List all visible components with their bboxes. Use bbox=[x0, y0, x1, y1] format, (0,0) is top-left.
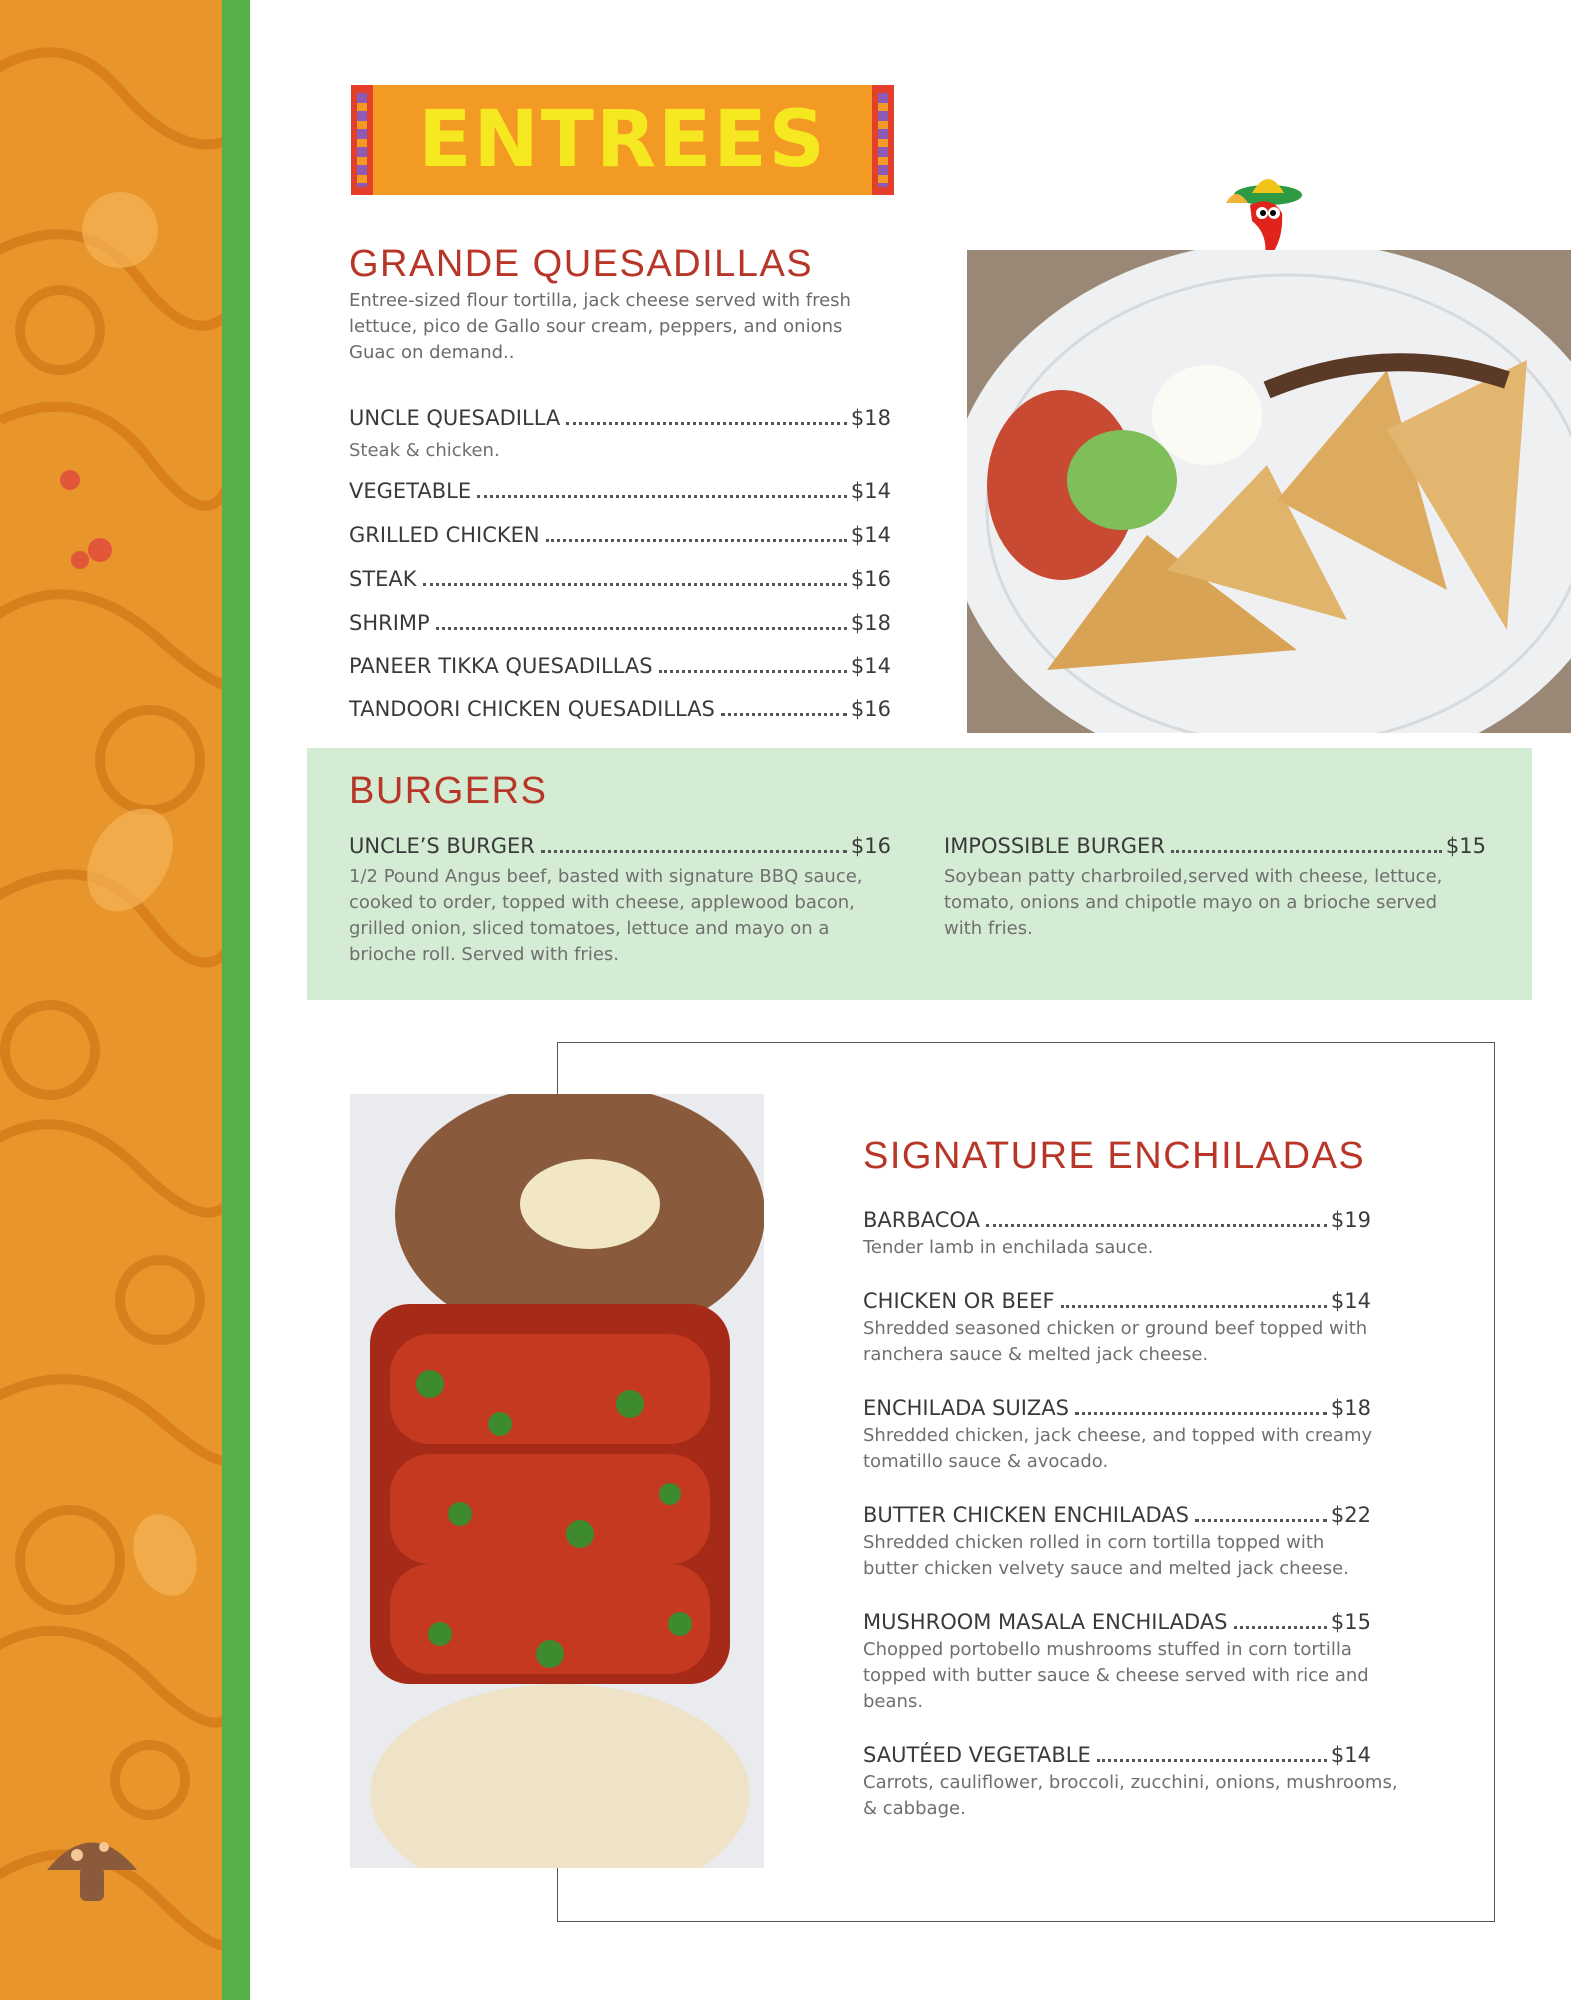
leader-dots bbox=[1061, 1305, 1327, 1308]
decorative-sidebar bbox=[0, 0, 222, 2000]
menu-item-name: TANDOORI CHICKEN QUESADILLAS bbox=[349, 697, 715, 721]
quesadillas-desc-line: lettuce, pico de Gallo sour cream, peppers, and onions bbox=[349, 316, 843, 337]
menu-item-name: CHICKEN OR BEEF bbox=[863, 1289, 1055, 1313]
menu-item-price: $14 bbox=[850, 523, 891, 547]
quesadillas-title: GRANDE QUESADILLAS bbox=[349, 243, 814, 285]
desc-line: tomato, onions and chipotle mayo on a brioche served bbox=[944, 892, 1438, 913]
menu-item-price: $18 bbox=[1330, 1396, 1371, 1420]
menu-item-name: BARBACOA bbox=[863, 1208, 980, 1232]
burgers-title: BURGERS bbox=[349, 770, 548, 812]
menu-item bbox=[944, 834, 1486, 858]
menu-item-name: UNCLE’S BURGER bbox=[349, 834, 535, 858]
menu-item bbox=[863, 1610, 1371, 1634]
leader-dots bbox=[1195, 1519, 1327, 1522]
desc-line: Shredded chicken, jack cheese, and topped with creamy bbox=[863, 1425, 1373, 1446]
menu-item-name: PANEER TIKKA QUESADILLAS bbox=[349, 654, 653, 678]
leader-dots bbox=[659, 670, 847, 673]
menu-item-name: BUTTER CHICKEN ENCHILADAS bbox=[863, 1503, 1190, 1527]
page-title: ENTREES bbox=[418, 95, 827, 185]
menu-item-price: $19 bbox=[1330, 1208, 1371, 1232]
leader-dots bbox=[436, 627, 847, 630]
desc-line: with fries. bbox=[944, 918, 1033, 939]
mushroom-icon bbox=[42, 1825, 142, 1905]
menu-item-description bbox=[863, 1637, 1433, 1715]
leader-dots bbox=[566, 422, 847, 425]
menu-item-name: STEAK bbox=[349, 567, 417, 591]
menu-item-price: $14 bbox=[1330, 1289, 1371, 1313]
menu-item-price: $14 bbox=[850, 654, 891, 678]
menu-item-price: $22 bbox=[1330, 1503, 1371, 1527]
menu-item bbox=[863, 1743, 1371, 1767]
leader-dots bbox=[546, 539, 847, 542]
leader-dots bbox=[721, 713, 847, 716]
leader-dots bbox=[986, 1224, 1327, 1227]
desc-line: Carrots, cauliflower, broccoli, zucchini, onions, mushrooms, bbox=[863, 1772, 1398, 1793]
enchiladas-title: SIGNATURE ENCHILADAS bbox=[863, 1135, 1366, 1177]
leader-dots bbox=[1171, 850, 1442, 853]
menu-item-description: Steak & chicken. bbox=[349, 440, 500, 461]
menu-item-name: IMPOSSIBLE BURGER bbox=[944, 834, 1165, 858]
menu-item-description bbox=[863, 1530, 1433, 1582]
menu-item-description bbox=[944, 864, 1514, 942]
menu-item bbox=[349, 611, 891, 635]
desc-line: Shredded seasoned chicken or ground beef topped with bbox=[863, 1318, 1368, 1339]
leader-dots bbox=[1097, 1759, 1327, 1762]
desc-line: beans. bbox=[863, 1691, 924, 1712]
desc-line: tomatillo sauce & avocado. bbox=[863, 1451, 1109, 1472]
quesadillas-desc-line: Guac on demand.. bbox=[349, 342, 515, 363]
menu-item-price: $16 bbox=[850, 697, 891, 721]
leader-dots bbox=[423, 583, 847, 586]
menu-item-price: $16 bbox=[850, 834, 891, 858]
menu-item-name: UNCLE QUESADILLA bbox=[349, 406, 561, 430]
menu-item-price: $15 bbox=[1445, 834, 1486, 858]
menu-item bbox=[349, 406, 891, 430]
desc-line: butter chicken velvety sauce and melted jack cheese. bbox=[863, 1558, 1349, 1579]
banner-edge-right bbox=[872, 85, 894, 195]
desc-line: grilled onion, sliced tomatoes, lettuce and mayo on a bbox=[349, 918, 830, 939]
menu-item-price: $15 bbox=[1330, 1610, 1371, 1634]
menu-item-description bbox=[863, 1316, 1433, 1368]
desc-line: Chopped portobello mushrooms stuffed in corn tortilla bbox=[863, 1639, 1352, 1660]
leader-dots bbox=[1234, 1626, 1327, 1629]
desc-line: ranchera sauce & melted jack cheese. bbox=[863, 1344, 1209, 1365]
desc-line: cooked to order, topped with cheese, applewood bacon, bbox=[349, 892, 855, 913]
menu-item-name: SAUTÉED VEGETABLE bbox=[863, 1743, 1091, 1767]
menu-item bbox=[349, 834, 891, 858]
menu-item-description bbox=[863, 1235, 1433, 1261]
menu-item bbox=[863, 1208, 1371, 1232]
menu-item-name: MUSHROOM MASALA ENCHILADAS bbox=[863, 1610, 1228, 1634]
desc-line: & cabbage. bbox=[863, 1798, 966, 1819]
desc-line: 1/2 Pound Angus beef, basted with signature BBQ sauce, bbox=[349, 866, 863, 887]
leader-dots bbox=[1075, 1412, 1327, 1415]
menu-item-price: $16 bbox=[850, 567, 891, 591]
menu-item-price: $14 bbox=[850, 479, 891, 503]
enchiladas-photo bbox=[350, 1094, 764, 1868]
desc-line: Tender lamb in enchilada sauce. bbox=[863, 1237, 1154, 1258]
menu-item bbox=[349, 523, 891, 547]
leader-dots bbox=[541, 850, 847, 853]
desc-line: Shredded chicken rolled in corn tortilla topped with bbox=[863, 1532, 1325, 1553]
quesadillas-description bbox=[349, 288, 909, 366]
menu-item-price: $14 bbox=[1330, 1743, 1371, 1767]
menu-item-name: SHRIMP bbox=[349, 611, 430, 635]
leader-dots bbox=[477, 495, 847, 498]
menu-item bbox=[349, 479, 891, 503]
menu-item-description bbox=[349, 864, 919, 968]
quesadilla-photo bbox=[967, 250, 1571, 733]
menu-item-description bbox=[863, 1770, 1463, 1822]
green-strip bbox=[222, 0, 250, 2000]
menu-item-name: VEGETABLE bbox=[349, 479, 472, 503]
menu-item bbox=[863, 1289, 1371, 1313]
menu-item-price: $18 bbox=[850, 406, 891, 430]
menu-item bbox=[863, 1396, 1371, 1420]
menu-item-description bbox=[863, 1423, 1433, 1475]
menu-item bbox=[349, 697, 891, 721]
menu-item bbox=[349, 654, 891, 678]
menu-item-price: $18 bbox=[850, 611, 891, 635]
menu-item-name: ENCHILADA SUIZAS bbox=[863, 1396, 1069, 1420]
menu-item bbox=[349, 567, 891, 591]
menu-item-name: GRILLED CHICKEN bbox=[349, 523, 540, 547]
banner-edge-left bbox=[351, 85, 373, 195]
header-banner bbox=[351, 85, 894, 195]
desc-line: Soybean patty charbroiled,served with cheese, lettuce, bbox=[944, 866, 1443, 887]
desc-line: brioche roll. Served with fries. bbox=[349, 944, 619, 965]
quesadillas-desc-line: Entree-sized flour tortilla, jack cheese served with fresh bbox=[349, 290, 851, 311]
desc-line: topped with butter sauce & cheese served with rice and bbox=[863, 1665, 1369, 1686]
menu-item bbox=[863, 1503, 1371, 1527]
